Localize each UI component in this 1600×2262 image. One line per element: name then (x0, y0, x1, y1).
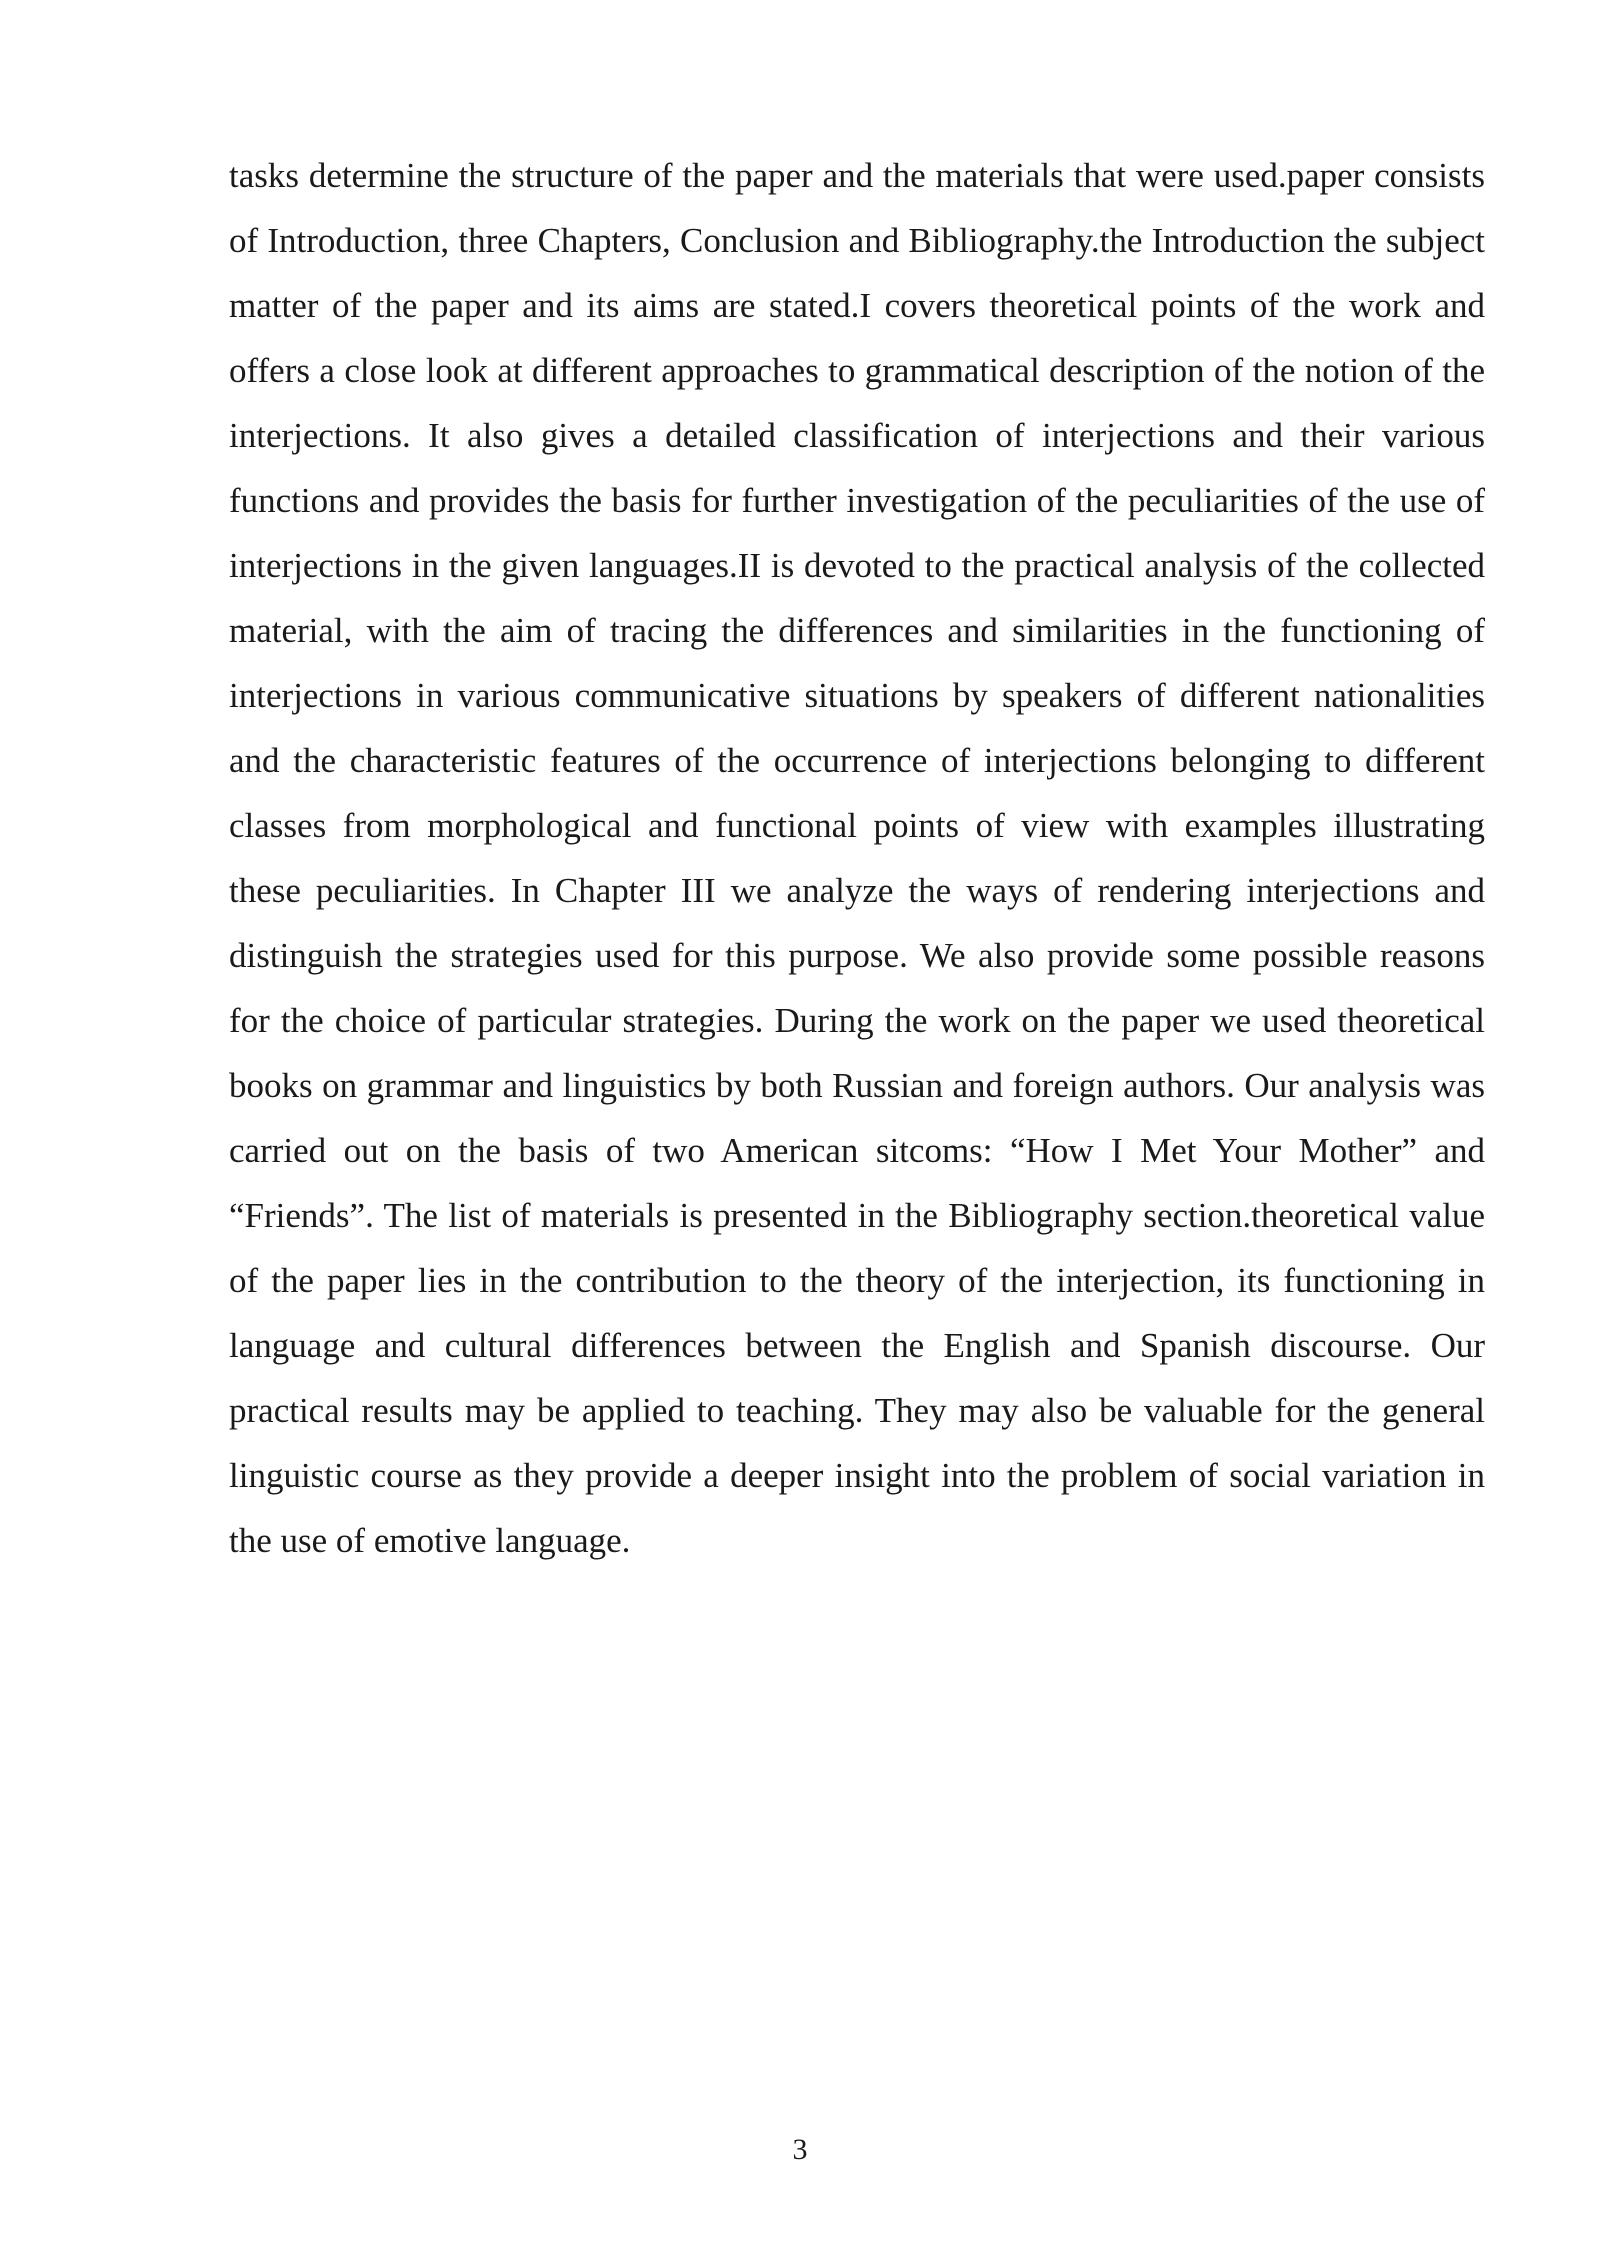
body-paragraph: tasks determine the structure of the paper and the materials that were used.paper consists of Introduction, three Chapters, Conclusion and Bibliography.the Introduction the subject matter of the paper and its aims are stated.I covers theoretical points of the work and offers a close look at different approaches to grammatical description of the notion of the interjections. It also gives a detailed classification of interjections and their various functions and provides the basis for further investigation of the peculiarities of the use of interjections in the given languages.II is devoted to the practical analysis of the collected material, with the aim of tracing the differences and similarities in the functioning of interjections in various communicative situations by speakers of different nationalities and the characteristic features of the occurrence of interjections belonging to different classes from morphological and functional points of view with examples illustrating these peculiarities. In Chapter III we analyze the ways of rendering interjections and distinguish the strategies used for this purpose. We also provide some possible reasons for the choice of particular strategies. During the work on the paper we used theoretical books on grammar and linguistics by both Russian and foreign authors. Our analysis was carried out on the basis of two American sitcoms: “How I Met Your Mother” and “Friends”. The list of materials is presented in the Bibliography section.theoretical value of the paper lies in the contribution to the theory of the interjection, its functioning in language and cultural differences between the English and Spanish discourse. Our practical results may be applied to teaching. They may also be valuable for the general linguistic course as they provide a deeper insight into the problem of social variation in the use of emotive language. (229, 156, 1485, 1560)
page-number: 3 (792, 2133, 808, 2166)
